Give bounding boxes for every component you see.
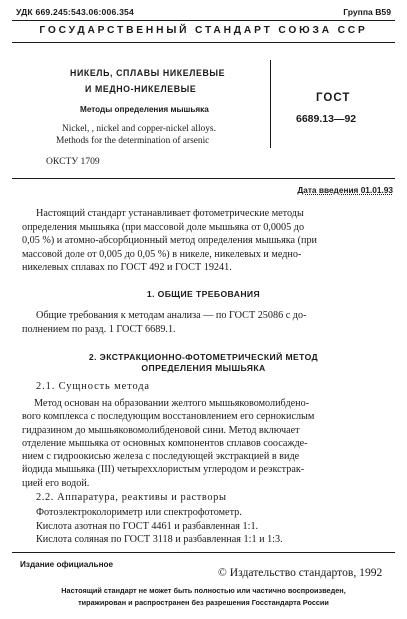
header-rule-top [12,20,395,21]
subsection-2-2-title: 2.2. Аппаратура, реактивы и растворы [36,492,227,503]
title-ru-subtitle: Методы определения мышьяка [80,105,209,114]
method-line: вого комплекса с последующим восстановлением его сернокислым [22,411,315,423]
title-divider [270,60,271,148]
method-line: цией его водой. [22,477,90,489]
reagent-line: Фотоэлектроколориметр или спектрофотометр. [36,507,242,518]
method-line: йодида мышьяка (III) четыреххлористым углеродом и реэкстрак- [22,464,305,476]
header-rule-bottom [12,42,395,43]
intro-line: массовой доле от 0,005 до 0,05 %) в никеле, никелевых и медно- [22,248,302,260]
method-line: нием с гидроокисью железа с последующей экстракцией в виде [22,451,300,463]
method-line: отделение мышьяка от основных компонентов сплавов соосажде- [22,437,308,449]
publisher-copyright: © Издательство стандартов, 1992 [218,566,383,579]
state-standard-banner: ГОСУДАРСТВЕННЫЙ СТАНДАРТ СОЮЗА ССР [39,25,368,36]
title-ru-line1: НИКЕЛЬ, СПЛАВЫ НИКЕЛЕВЫЕ [70,68,226,78]
gost-number: 6689.13—92 [296,113,357,125]
intro-paragraph [22,207,393,275]
intro-line: определения мышьяка (при массовой доле мышьяка от 0,0005 до [22,221,305,233]
section2-heading-line2: ОПРЕДЕЛЕНИЯ МЫШЬЯКА [141,363,266,373]
method-line: Метод основан на образовании желтого мышьяковомолибдено- [34,398,310,409]
udk-code: УДК 669.245:543.06:006.354 [16,7,135,17]
copyright-notice-line2: тиражирован и распространен без разрешения Госстандарта России [78,598,329,607]
intro-line: никелевых сплавах по ГОСТ 492 и ГОСТ 19241. [22,262,232,274]
section2-heading-line1: 2. ЭКСТРАКЦИОННО-ФОТОМЕТРИЧЕСКИЙ МЕТОД [88,352,319,362]
gost-label: ГОСТ [316,92,351,104]
group-code: Группа В59 [343,7,391,17]
section1-paragraph [22,309,393,336]
intro-line: Настоящий стандарт устанавливает фотометрические методы [36,208,304,219]
intro-line: 0,05 %) и атомно-абсорбционный метод определения мышьяка (при [22,235,318,247]
subsection-2-1-paragraph [22,397,393,490]
section1-heading: 1. ОБЩИЕ ТРЕБОВАНИЯ [146,289,261,299]
footer-rule [12,552,395,553]
subsection-2-1-title: 2.1. Сущность метода [36,381,150,392]
method-line: гидразином до мышьяковомолибденовой сини. Метод включает [22,424,300,436]
title-en-line2: Methods for the determination of arsenic [56,136,210,146]
reagent-line: Кислота соляная по ГОСТ 3118 и разбавленная 1:1 и 1:3. [36,534,283,546]
okstu-code: ОКСТУ 1709 [46,156,100,167]
reagent-line: Кислота азотная по ГОСТ 4461 и разбавленная 1:1. [36,520,259,532]
title-en-line1: Nickel, , nickel and copper-nickel alloys. [62,124,216,134]
copyright-notice-line1: Настоящий стандарт не может быть полностью или частично воспроизведен, [61,586,346,595]
subsection-2-2-list [36,506,393,547]
title-bottom-rule [12,178,395,179]
section1-line: полнением по разд. 1 ГОСТ 6689.1. [22,323,176,335]
section1-line: Общие требования к методам анализа — по ГОСТ 25086 с до- [36,310,307,321]
intro-date: Дата введения 01.01.93 [297,185,393,195]
official-edition: Издание официальное [20,560,114,569]
title-ru-line2: И МЕДНО-НИКЕЛЕВЫЕ [85,84,197,94]
